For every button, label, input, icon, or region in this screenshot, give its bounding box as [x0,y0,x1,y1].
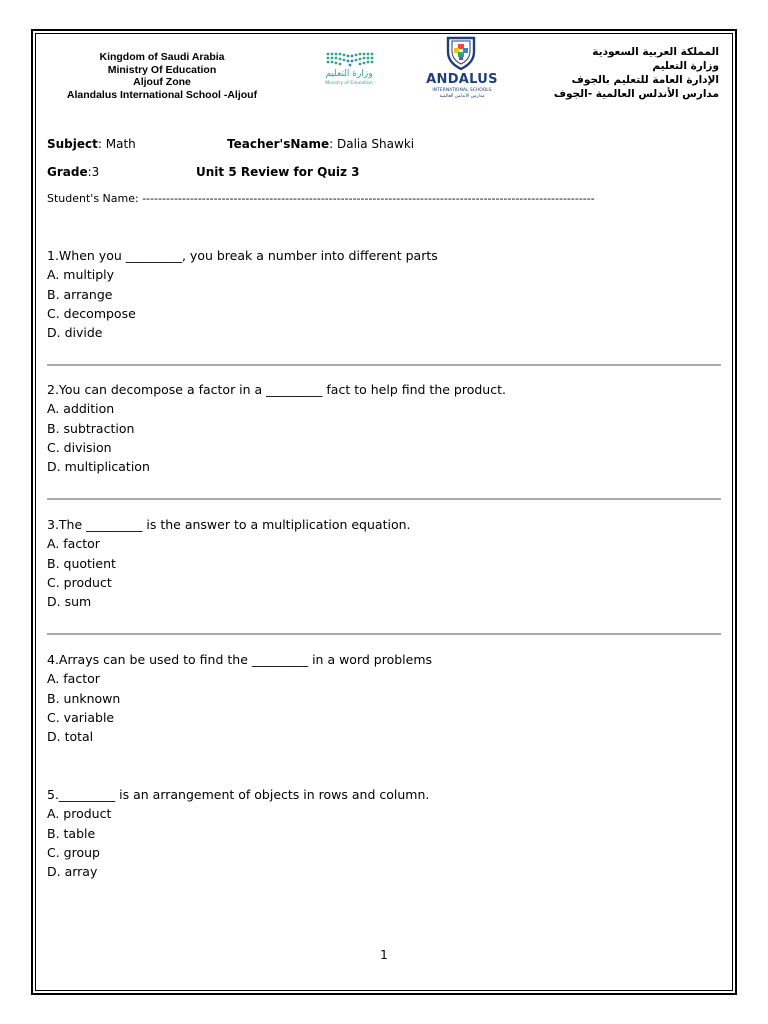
question-2 [47,380,506,476]
grade-label: Grade [47,165,88,179]
question-prompt: 4.Arrays can be used to find the _________ in a word problems [47,652,433,667]
subject-value: : Math [97,137,136,151]
shield-icon [444,36,478,70]
answer-option: D. array [47,864,98,880]
question-prompt: 3.The _________ is the answer to a multiplication equation. [47,517,411,532]
answer-option: C. group [47,844,100,860]
answer-option: A. factor [47,536,100,552]
answer-option: C. division [47,439,112,455]
section-divider [47,633,721,635]
answer-option: A. factor [47,671,100,687]
teacher-value: : Dalia Shawki [329,137,415,151]
header-ar-line-country: المملكة العربية السعودية [592,46,719,58]
unit-title-text: Unit 5 Review for Quiz 3 [196,165,360,179]
answer-option: A. product [47,806,112,822]
grade-value: :3 [87,165,100,179]
answer-option: D. divide [47,325,103,341]
answer-option: B. subtraction [47,420,135,436]
student-name-line: Student's Name: ------------------------------------------------------------------------------------------------------------------ [47,192,595,205]
question-3 [47,515,411,611]
question-prompt: 1.When you _________, you break a number into different parts [47,248,438,263]
question-4 [47,650,432,746]
answer-option: B. unknown [47,690,121,706]
answer-option: C. decompose [47,305,136,321]
header-ar-line-zone: الإدارة العامة للتعليم بالجوف [571,74,719,86]
answer-option: B. arrange [47,286,113,302]
teacher-label: Teacher'sName [227,137,330,151]
andalus-logo-subtitle-arabic: مدارس الأندلس العالمية [439,94,485,99]
header-english-block [52,51,272,101]
answer-option: A. multiply [47,267,115,283]
subject-label: Subject [47,137,98,151]
answer-option: B. quotient [47,555,116,571]
moe-logo-arabic: وزارة التعليم [325,69,373,79]
andalus-logo [420,36,504,104]
answer-option: A. addition [47,401,115,417]
header-line-ministry: Ministry Of Education [107,63,217,76]
question-5 [47,785,429,881]
answer-option: B. table [47,825,96,841]
answer-option: D. multiplication [47,459,150,475]
grade-line [47,165,99,179]
andalus-logo-name: ANDALUS [426,72,498,87]
question-prompt: 5._________ is an arrangement of objects in rows and column. [47,787,430,802]
header-ar-line-ministry: وزارة التعليم [652,60,719,72]
page-number: 1 [380,948,388,962]
unit-title [196,165,360,179]
answer-option: C. variable [47,709,115,725]
header-ar-line-school: مدارس الأندلس العالمية -الجوف [553,88,719,100]
header-line-country: Kingdom of Saudi Arabia [99,51,225,63]
dotted-book-icon [324,50,376,68]
moe-logo [318,50,380,92]
question-prompt: 2.You can decompose a factor in a _________ fact to help find the product. [47,382,506,397]
andalus-logo-subtitle: INTERNATIONAL SCHOOLS [432,88,492,93]
header-arabic-block [554,45,719,101]
answer-option: C. product [47,574,112,590]
question-1 [47,246,438,342]
header-line-school: Alandalus International School -Aljouf [66,88,258,101]
subject-line [47,137,136,151]
section-divider [47,498,721,500]
answer-option: D. total [47,729,94,745]
answer-option: D. sum [47,594,92,610]
section-divider [47,364,721,366]
teacher-line [227,137,414,151]
moe-logo-english: Ministry of Education [325,81,373,86]
header-line-zone: Aljouf Zone [133,76,191,88]
